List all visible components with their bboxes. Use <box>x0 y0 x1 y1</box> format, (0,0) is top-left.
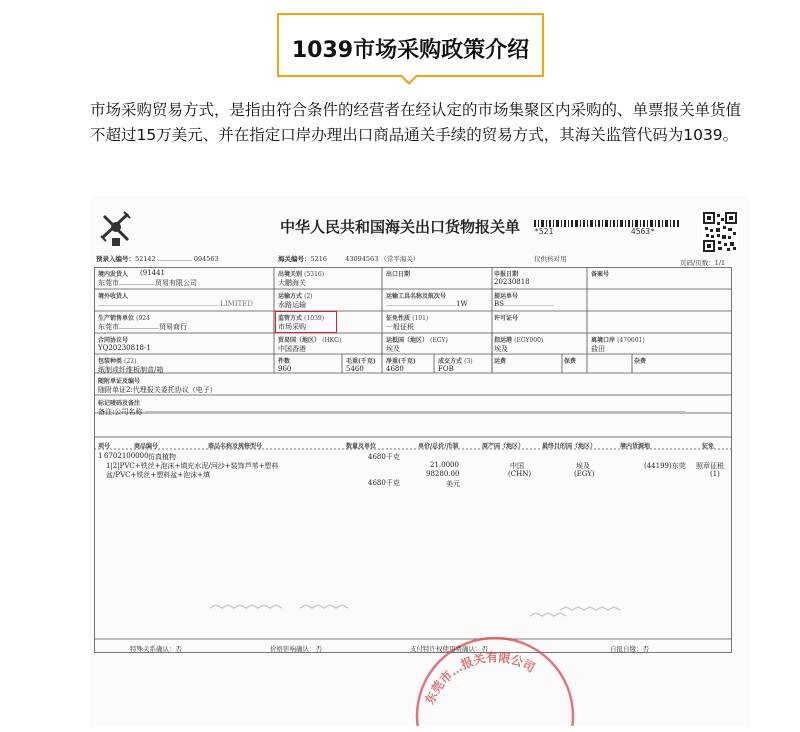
seal-text: 东莞市…报关有限公司 <box>422 650 538 707</box>
price-influence: 价格影响确认：否 <box>270 645 322 653</box>
consignee-value: LIMITED <box>98 300 253 308</box>
net-label: 净重(千克) <box>386 358 416 365</box>
verify-use-note: 仅供核对用 <box>534 255 567 263</box>
contract-label: 合同协议号 <box>98 337 129 344</box>
item-qty2: 4680千克 <box>368 479 400 487</box>
barcode-left: *521 <box>534 227 554 236</box>
supervision-label: 监管方式 (1039) <box>278 315 325 322</box>
barcode-right: 4563* <box>630 227 656 236</box>
item-name-line3: 盆/PVC+铁丝+塑料盆+泡沫+填 <box>106 471 210 479</box>
producer-name: 东莞市 贸易商行 <box>98 323 187 331</box>
package-label: 包装种类 (22) <box>98 358 137 365</box>
items-header-no: 项号 <box>98 443 111 450</box>
docs-value: 随附单证2:代理报关委托协议（电子） <box>98 386 217 394</box>
declare-date-label: 申报日期 <box>494 271 519 278</box>
package-value: 纸制或纤维板制盒/箱 <box>98 366 164 374</box>
net-value: 4680 <box>386 365 404 373</box>
item-code: 6702100000 <box>104 452 149 460</box>
exit-customs-value: 大鹏海关 <box>278 279 306 287</box>
items-header-price: 单价/总价/币制 <box>418 443 459 450</box>
transport-value: 水路运输 <box>278 301 306 309</box>
exporter-label: 境内发货人 <box>98 271 129 278</box>
trade-country-label: 贸易国（地区） (HKG) <box>278 337 342 344</box>
royalty-confirm: 支付特许权使用费确认：否 <box>410 645 488 653</box>
item-domestic-source: (44199)东莞 <box>644 462 686 470</box>
item-qty1: 4680千克 <box>368 453 400 461</box>
intro-paragraph: 市场采购贸易方式，是指由符合条件的经营者在经认定的市场集聚区内采购的、单票报关单货值不超过15万美元、并在指定口岸办理出口商品通关手续的贸易方式，其海关监管代码为1039。 <box>90 101 742 144</box>
pre-entry-no: 预录入编号：52142 094563 <box>96 255 219 263</box>
items-header-code: 商品编号 <box>134 443 159 450</box>
svg-text:东莞市…报关有限公司 <box>422 649 538 706</box>
item-currency: 美元 <box>446 480 460 488</box>
pieces-value: 960 <box>278 365 292 373</box>
items-header-qty: 数量及单位 <box>346 443 377 450</box>
declare-date-value: 20230818 <box>494 278 530 286</box>
item-name-line2: 1|2|PVC+铁丝+泡沫+填充水泥/河沙+装饰芦苇+塑料 <box>106 462 279 470</box>
deal-value: FOB <box>438 365 454 373</box>
customs-no: 海关编号：5216 43094563 （常平海关） <box>278 255 420 263</box>
item-levy: 照章征税 <box>696 462 724 470</box>
vessel-value: 1W <box>386 300 468 308</box>
exit-customs-label: 出境关别 (5316) <box>278 271 325 278</box>
deal-label: 成交方式 (3) <box>438 358 473 365</box>
item-levy-code: (1) <box>710 470 720 478</box>
dest-country-value: 埃及 <box>386 345 400 353</box>
docs-label: 随附单证及编号 <box>98 378 141 385</box>
exporter-code: (91441 <box>140 269 165 277</box>
dest-country-label: 运抵国（地区） (EGY) <box>386 337 448 344</box>
record-no-label: 备案号 <box>591 271 610 278</box>
levy-value: 一般征税 <box>386 323 414 331</box>
license-label: 许可证号 <box>494 315 519 322</box>
producer-label: 生产销售单位 (924 <box>98 315 150 322</box>
pieces-label: 件数 <box>278 358 291 365</box>
misc-label: 杂费 <box>634 358 647 365</box>
levy-label: 征免性质 (101) <box>386 315 429 322</box>
dest-port-value: 埃及 <box>494 345 508 353</box>
item-origin-code: (CHN) <box>508 470 532 478</box>
bill-value: BS <box>494 300 554 308</box>
items-header-origin: 原产国（地区） <box>482 443 525 450</box>
supervision-value: 市场采购 <box>278 323 306 331</box>
items-header-levy: 征免 <box>702 443 715 450</box>
gross-label: 毛重(千克) <box>346 358 376 365</box>
self-report: 自报自缴：否 <box>610 645 649 653</box>
banner-pointer-inner <box>402 75 416 82</box>
export-date-label: 出口日期 <box>386 271 411 278</box>
exit-port-label: 离境口岸 (470601) <box>591 337 645 344</box>
title-banner <box>277 13 544 77</box>
special-relation: 特殊关系确认：否 <box>130 645 182 653</box>
consignee-label: 境外收货人 <box>98 293 129 300</box>
bill-label: 提运单号 <box>494 293 519 300</box>
insurance-label: 保费 <box>564 358 577 365</box>
transport-label: 运输方式 (2) <box>278 293 313 300</box>
item-total-price: 98280.00 <box>426 470 460 478</box>
freight-label: 运费 <box>494 358 507 365</box>
gross-value: 5460 <box>346 365 364 373</box>
remark-value: 备注:公司名称 <box>98 407 685 417</box>
items-header-final-dest: 最终目的国（地区） <box>542 443 597 450</box>
item-origin: 中国 <box>510 462 524 470</box>
item-name-line1: 仿真植物 <box>148 453 176 461</box>
dest-port-label: 指运港 (EGY000) <box>494 337 544 344</box>
company-seal-stamp <box>410 606 580 726</box>
document-title: 中华人民共和国海关出口货物报关单 <box>280 218 521 236</box>
trade-country-value: 中国香港 <box>278 345 306 353</box>
items-header-domestic-source: 境内货源地 <box>620 443 651 450</box>
item-final-dest-code: (EGY) <box>574 470 595 478</box>
exit-port-value: 盐田 <box>591 345 605 353</box>
marks-label: 标记唛码及备注 <box>98 400 141 407</box>
exporter-name: 东莞市 贸易有限公司 <box>98 279 197 287</box>
contract-value: YQ20230818-1 <box>98 344 151 352</box>
page-title: 1039市场采购政策介绍 <box>291 38 530 63</box>
item-unit-price: 21.0000 <box>430 461 459 469</box>
vessel-label: 运输工具名称及航次号 <box>386 293 447 300</box>
page-count: 页码/页数：1/1 <box>680 259 726 267</box>
items-header-name: 商品名称及规格型号 <box>208 443 263 450</box>
item-final-dest: 埃及 <box>576 462 590 470</box>
item-no: 1 <box>98 452 103 460</box>
customs-declaration-image <box>90 196 750 726</box>
